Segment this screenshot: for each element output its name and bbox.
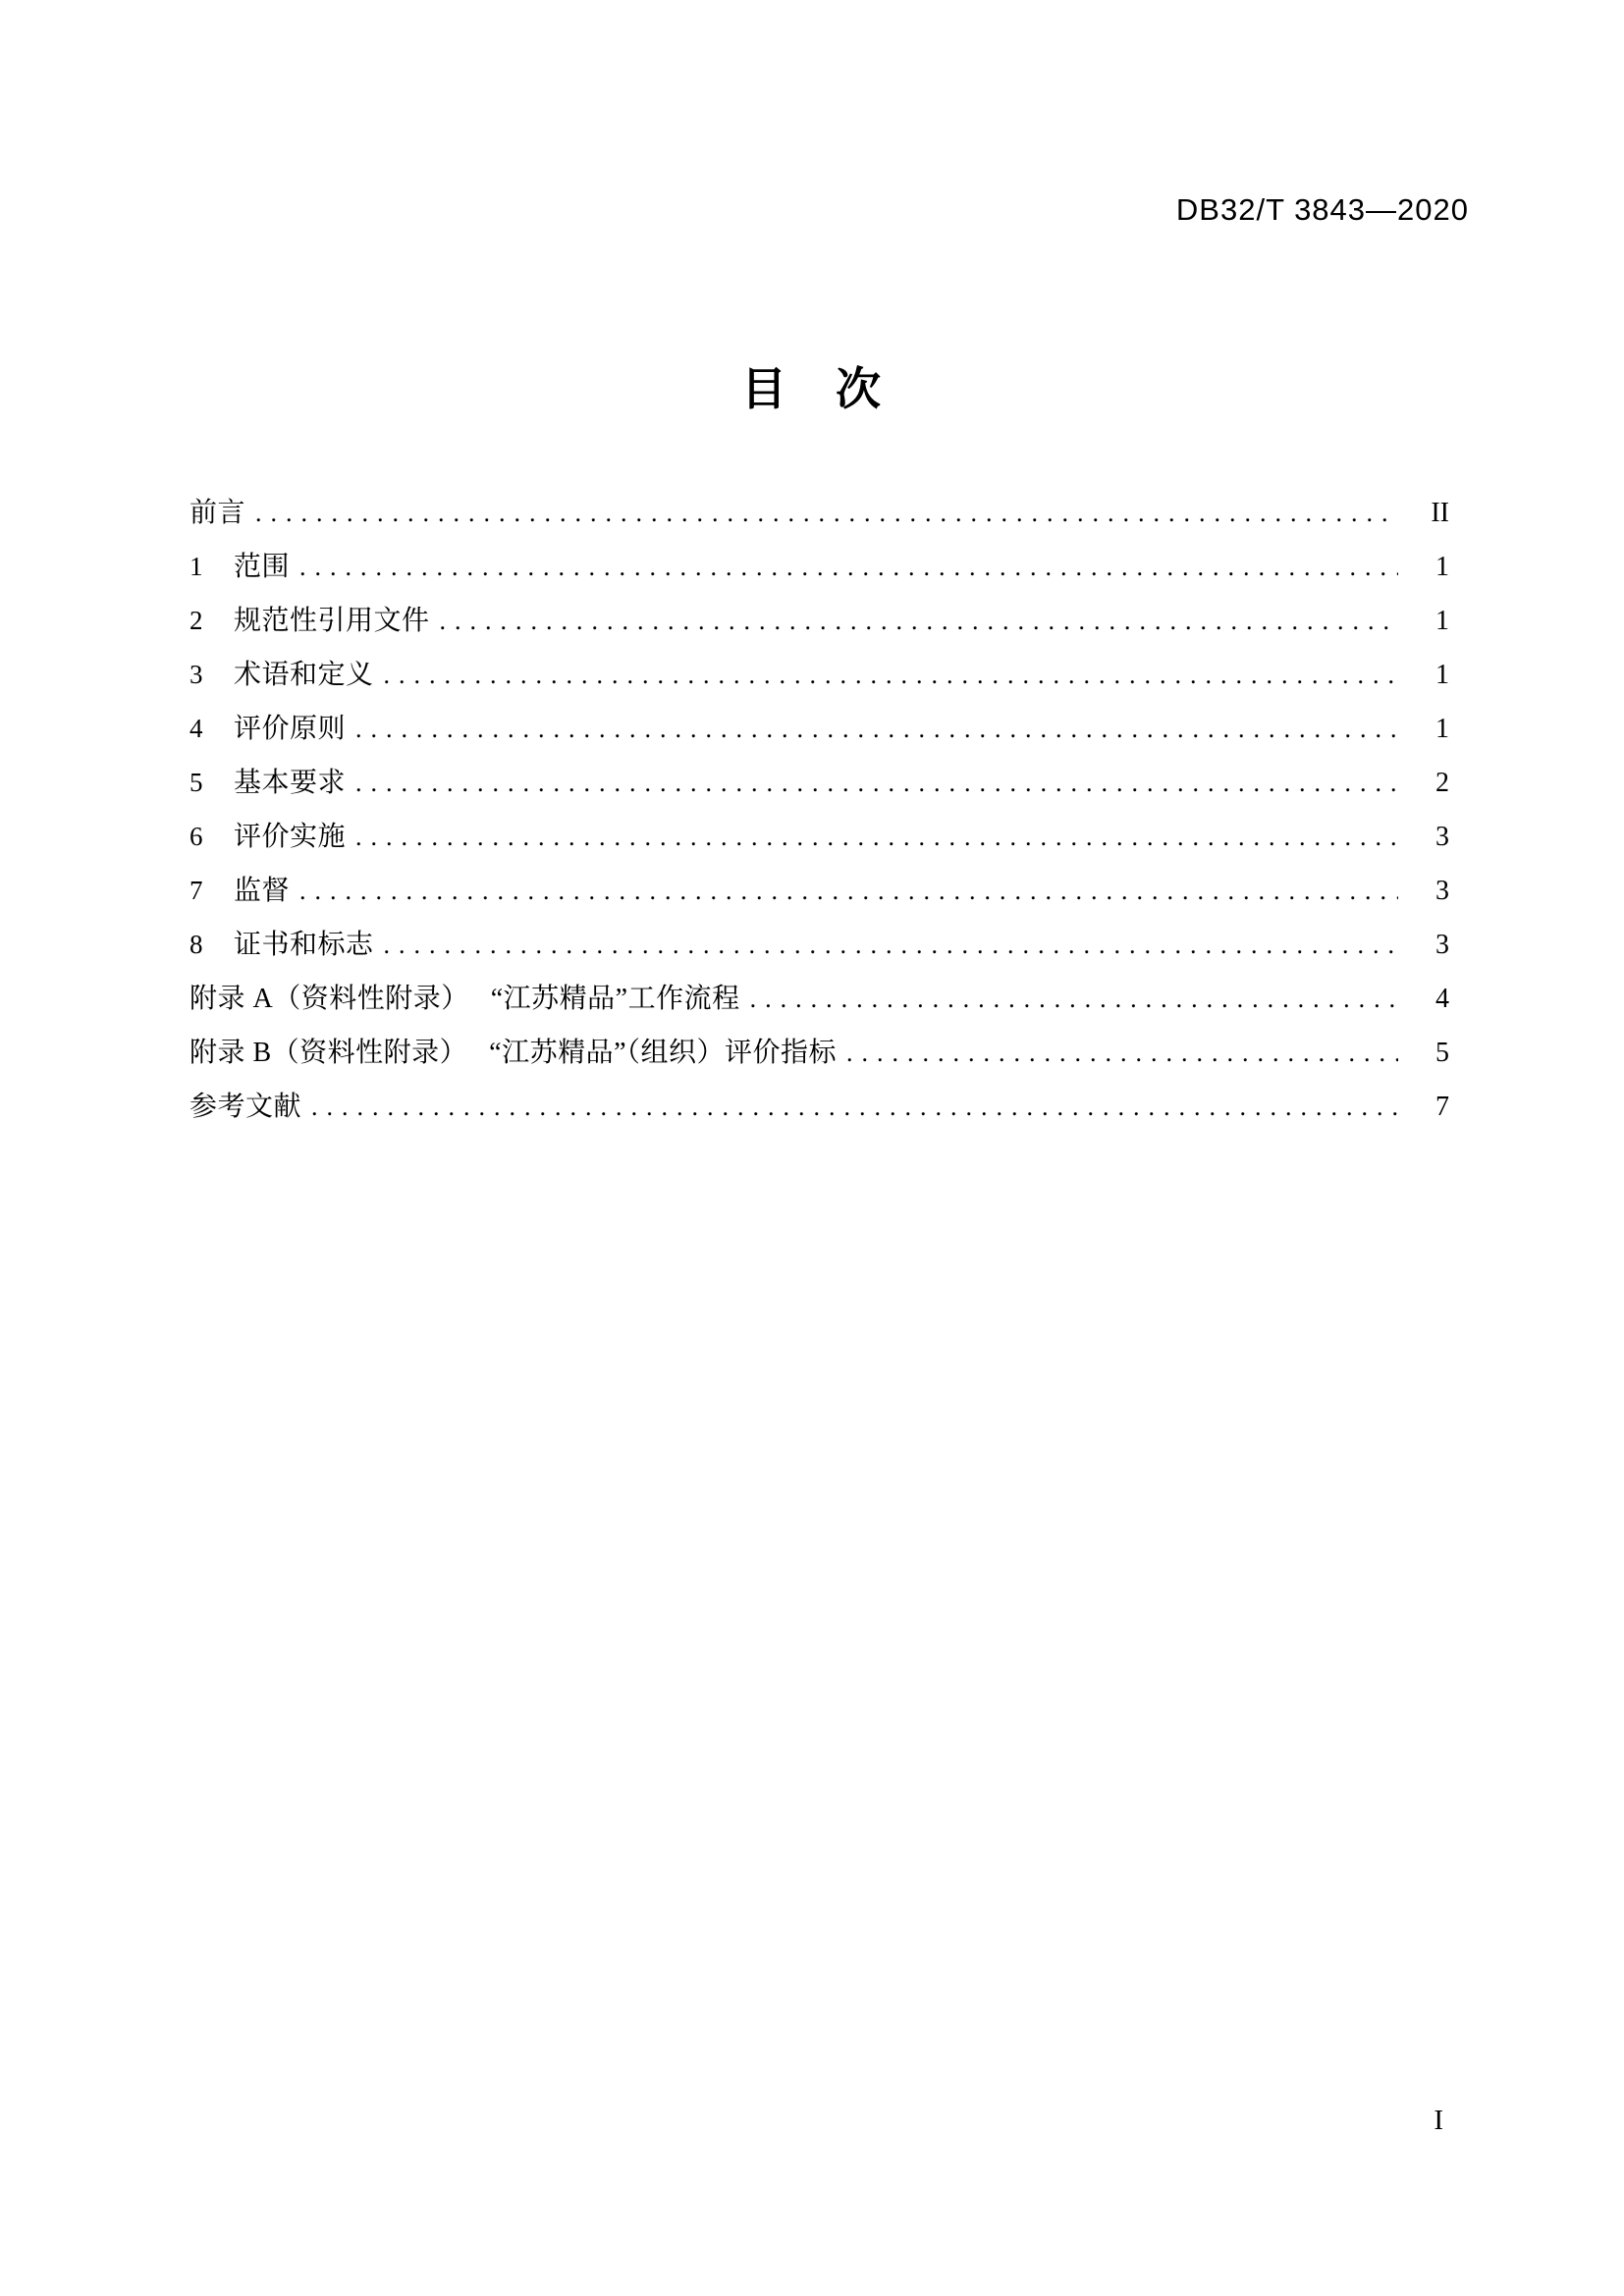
toc-entry-basic-requirements: [189, 756, 1449, 810]
toc-entry-label: 附录 B（资料性附录） “江苏精品”（组织）评价指标: [189, 1038, 838, 1068]
toc-entry-scope: [189, 540, 1449, 594]
toc-entry-page: 4: [1435, 984, 1449, 1014]
toc-entry-label: 附录 A（资料性附录） “江苏精品”工作流程: [189, 984, 740, 1014]
dot-leader: [355, 756, 1398, 810]
toc-entry-normative-references: [189, 594, 1449, 648]
toc-entry-label: 前言: [189, 498, 246, 528]
toc-entry-number: 1: [189, 552, 203, 581]
toc-entry-label: 规范性引用文件: [234, 606, 430, 636]
toc-entry-page: 1: [1435, 552, 1449, 582]
toc-entry-page: II: [1431, 498, 1449, 528]
toc-entry-number: 3: [189, 660, 203, 689]
toc-entry-foreword: [189, 486, 1449, 540]
toc-entry-page: 3: [1435, 930, 1449, 960]
toc-entry-label: 范围: [234, 552, 291, 582]
page-title: 目 次: [741, 364, 883, 414]
toc-entry-number: 6: [189, 822, 203, 851]
toc-entry-number: 5: [189, 768, 203, 797]
dot-leader: [355, 810, 1398, 864]
toc-entry-appendix-a: [189, 972, 1449, 1026]
document-code: DB32/T 3843—2020: [1175, 192, 1469, 227]
toc-entry-label: 术语和定义: [234, 660, 374, 690]
toc-entry-label: 基本要求: [234, 768, 347, 798]
toc-entry-label: 证书和标志: [234, 930, 374, 960]
toc-entry-supervision: [189, 864, 1449, 918]
toc-entry-page: 2: [1435, 768, 1449, 798]
toc-entry-certificate-mark: [189, 918, 1449, 972]
dot-leader: [384, 648, 1398, 702]
toc-entry-page: 5: [1435, 1038, 1449, 1068]
toc-entry-number: 2: [189, 606, 203, 635]
toc-entry-page: 1: [1435, 606, 1449, 636]
dot-leader: [846, 1026, 1398, 1080]
dot-leader: [384, 918, 1398, 972]
toc-entry-terms-definitions: [189, 648, 1449, 702]
toc-entry-page: 7: [1435, 1092, 1449, 1122]
toc-entry-references: [189, 1080, 1449, 1134]
toc-entry-evaluation-principles: [189, 702, 1449, 756]
table-of-contents: [189, 486, 1449, 1134]
toc-entry-label: 评价原则: [234, 714, 347, 744]
toc-entry-number: 8: [189, 930, 203, 959]
toc-entry-label: 评价实施: [234, 822, 347, 852]
footer-page-number: I: [1434, 2105, 1443, 2136]
dot-leader: [440, 594, 1398, 648]
toc-entry-page: 1: [1435, 660, 1449, 690]
toc-entry-page: 3: [1435, 822, 1449, 852]
dot-leader: [299, 864, 1398, 918]
dot-leader: [750, 972, 1398, 1026]
toc-entry-label: 监督: [234, 876, 291, 906]
toc-entry-number: 7: [189, 876, 203, 905]
dot-leader: [355, 702, 1398, 756]
toc-entry-appendix-b: [189, 1026, 1449, 1080]
toc-entry-evaluation-implementation: [189, 810, 1449, 864]
toc-entry-page: 3: [1435, 876, 1449, 906]
dot-leader: [299, 540, 1398, 594]
toc-entry-label: 参考文献: [189, 1092, 302, 1122]
toc-entry-number: 4: [189, 714, 203, 743]
toc-entry-page: 1: [1435, 714, 1449, 744]
dot-leader: [311, 1080, 1398, 1134]
dot-leader: [255, 486, 1398, 540]
